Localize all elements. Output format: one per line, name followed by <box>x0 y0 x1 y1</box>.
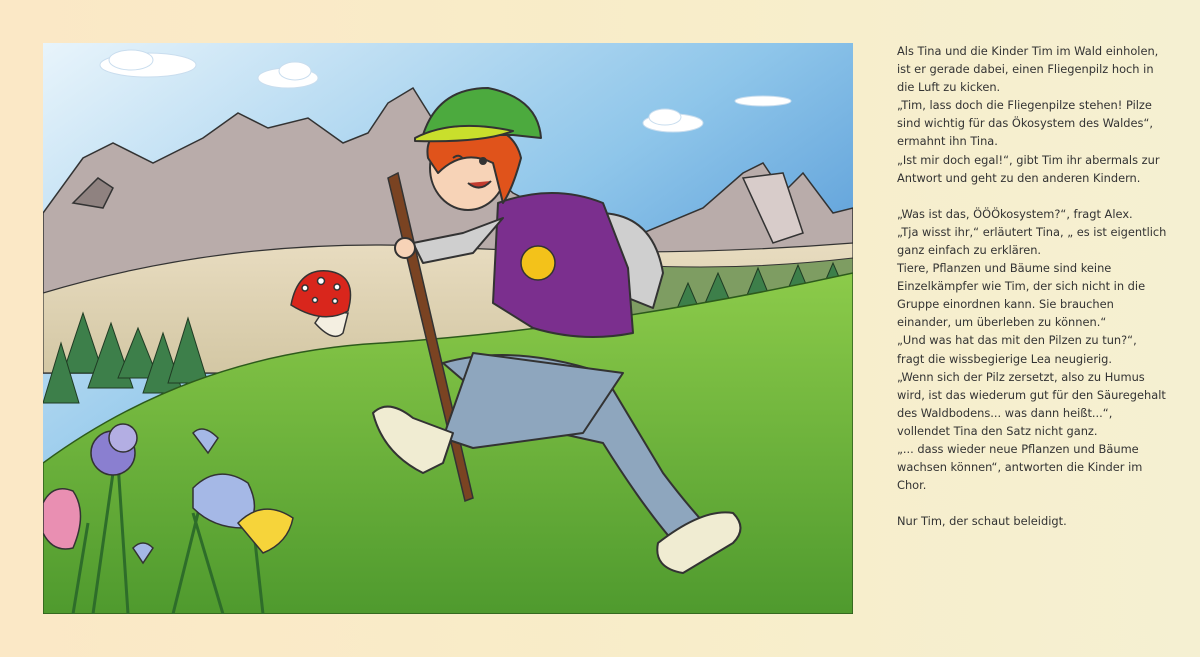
story-paragraph-9: „... dass wieder neue Pflanzen und Bäume wachsen können“, antworten die Kinder im Chor. <box>897 441 1143 493</box>
story-paragraph-5: „Tja wisst ihr,“ erläutert Tina, „ es ist eigentlich ganz einfach zu erklären. <box>897 224 1167 257</box>
story-paragraph-6: Tiere, Pflanzen und Bäume sind keine Einzelkämpfer wie Tim, der sich nicht in die Gruppe einordnen kann. Sie brauchen einander, um überleben zu können.“ <box>897 261 1146 330</box>
story-paragraph-7: „Und was hat das mit den Pilzen zu tun?“, fragt die wissbegierige Lea neugierig. <box>897 333 1137 366</box>
story-text <box>897 42 1167 530</box>
shirt-sun <box>521 246 555 280</box>
story-paragraph-4: „Was ist das, ÖÖÖkosystem?“, fragt Alex. <box>897 206 1133 221</box>
story-paragraph-1: Als Tina und die Kinder Tim im Wald einholen, ist er gerade dabei, einen Fliegenpilz hoch in die Luft zu kicken. <box>897 44 1159 95</box>
story-paragraph-10: Nur Tim, der schaut beleidigt. <box>897 514 1067 529</box>
story-illustration <box>43 43 853 614</box>
illustration-canvas <box>43 43 853 614</box>
story-paragraph-3: „Ist mir doch egal!“, gibt Tim ihr abermals zur Antwort und geht zu den anderen Kindern. <box>897 152 1160 185</box>
story-paragraph-8: „Wenn sich der Pilz zersetzt, also zu Humus wird, ist das wiederum gut für den Säuregehalt des Waldbodens... was dann heißt...“, vollendet Tina den Satz nicht ganz. <box>897 369 1166 438</box>
story-paragraph-2: „Tim, lass doch die Fliegenpilze stehen! Pilze sind wichtig für das Ökosystem des Waldes“, ermahnt ihn Tina. <box>897 98 1154 149</box>
